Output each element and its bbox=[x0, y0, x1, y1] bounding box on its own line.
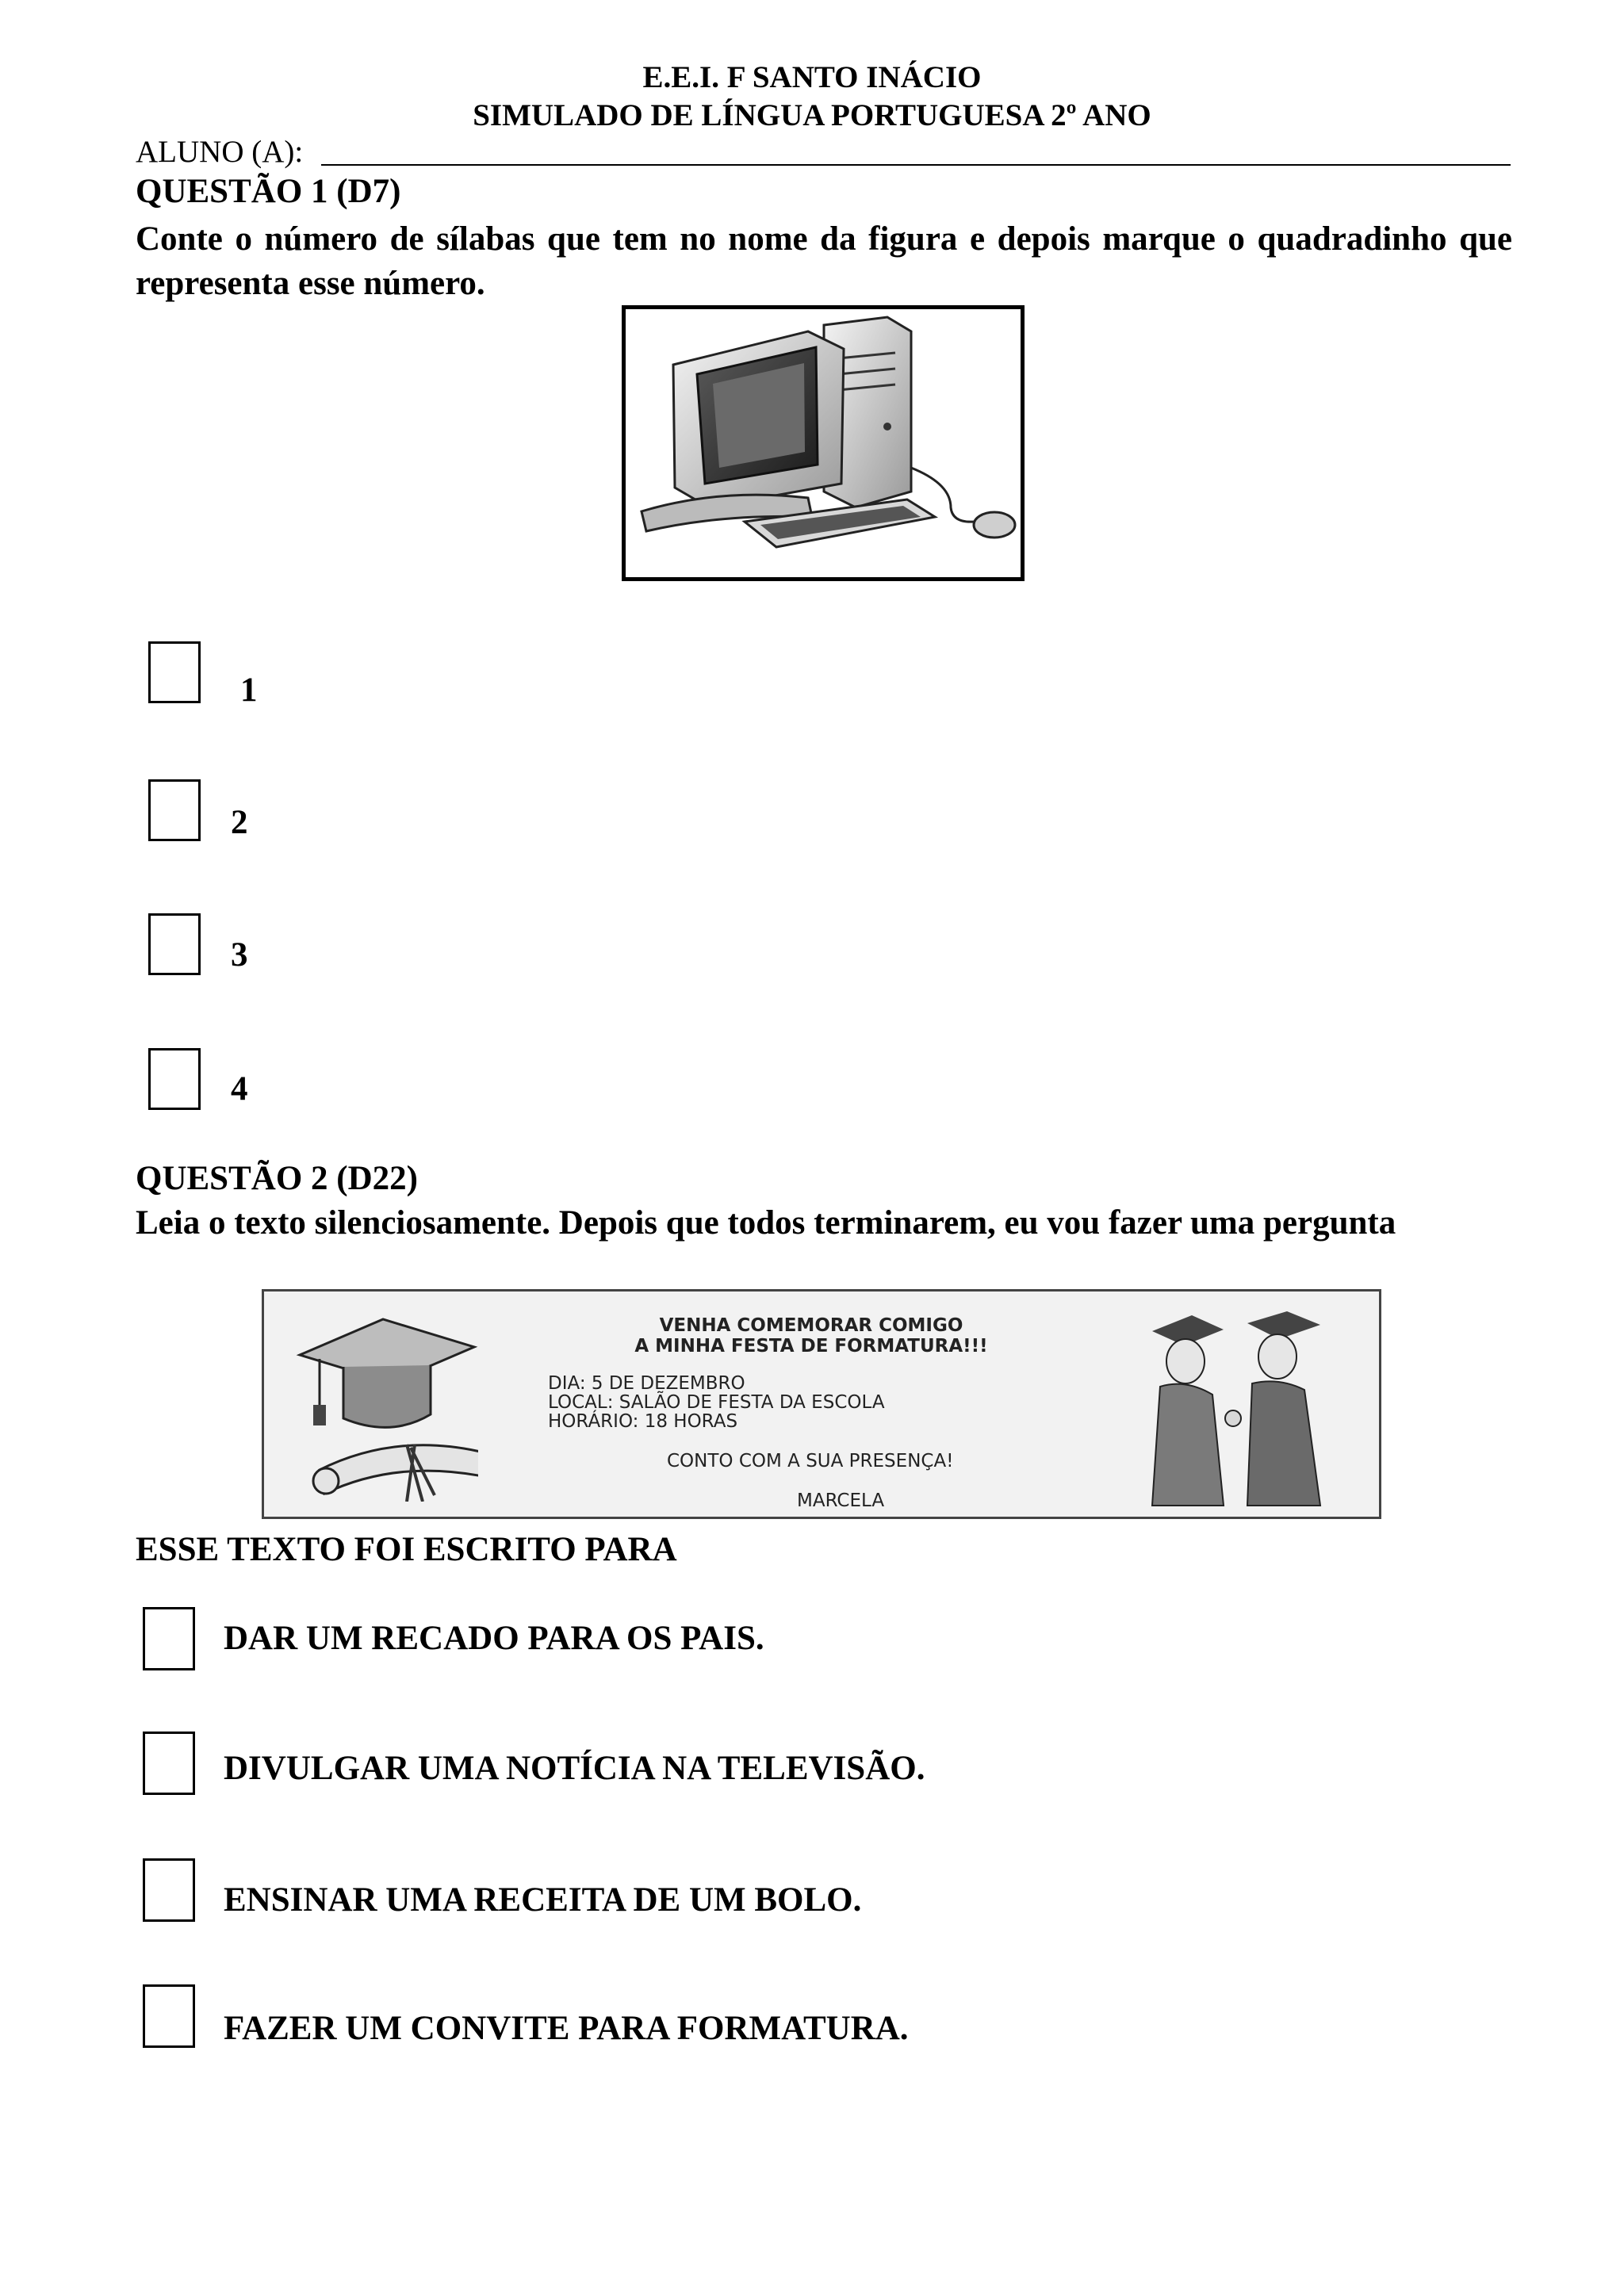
q2-option-box-3[interactable] bbox=[143, 1858, 195, 1922]
q1-option-box-1[interactable] bbox=[148, 641, 201, 703]
invitation-local: LOCAL: SALÃO DE FESTA DA ESCOLA bbox=[548, 1392, 885, 1413]
graduates-icon bbox=[1136, 1307, 1342, 1517]
question-2-question: ESSE TEXTO FOI ESCRITO PARA bbox=[136, 1531, 677, 1568]
computer-image bbox=[622, 305, 1025, 581]
q2-option-box-4[interactable] bbox=[143, 1984, 195, 2048]
q1-option-label-4: 4 bbox=[231, 1070, 248, 1108]
invitation-time: HORÁRIO: 18 HORAS bbox=[548, 1411, 738, 1432]
question-1-title: QUESTÃO 1 (D7) bbox=[136, 173, 401, 210]
exam-title: SIMULADO DE LÍNGUA PORTUGUESA 2º ANO bbox=[473, 98, 1151, 132]
q1-option-box-2[interactable] bbox=[148, 779, 201, 841]
q1-option-label-1: 1 bbox=[240, 672, 258, 709]
computer-icon bbox=[626, 309, 1021, 577]
q2-option-box-1[interactable] bbox=[143, 1607, 195, 1670]
q1-option-box-3[interactable] bbox=[148, 913, 201, 975]
q2-option-label-3: ENSINAR UMA RECEITA DE UM BOLO. bbox=[224, 1881, 862, 1919]
q2-option-label-4: FAZER UM CONVITE PARA FORMATURA. bbox=[224, 2010, 909, 2047]
graduation-cap-icon bbox=[296, 1311, 478, 1502]
question-1-prompt: Conte o número de sílabas que tem no nome da figura e depois marque o quadradinho que representa esse número. bbox=[136, 220, 1512, 302]
invitation-signature: MARCELA bbox=[797, 1490, 885, 1511]
q1-option-label-2: 2 bbox=[231, 804, 248, 841]
q1-option-label-3: 3 bbox=[231, 936, 248, 974]
invitation-heading-1: VENHA COMEMORAR COMIGO bbox=[659, 1315, 963, 1336]
invitation-heading-2: A MINHA FESTA DE FORMATURA!!! bbox=[634, 1336, 988, 1357]
question-2-title: QUESTÃO 2 (D22) bbox=[136, 1160, 418, 1197]
q2-option-label-1: DAR UM RECADO PARA OS PAIS. bbox=[224, 1620, 764, 1657]
invitation-image bbox=[262, 1289, 1381, 1519]
question-2-prompt: Leia o texto silenciosamente. Depois que todos terminarem, eu vou fazer uma pergunta bbox=[136, 1204, 1396, 1242]
q2-option-box-2[interactable] bbox=[143, 1732, 195, 1795]
q1-option-box-4[interactable] bbox=[148, 1048, 201, 1110]
q2-option-label-2: DIVULGAR UMA NOTÍCIA NA TELEVISÃO. bbox=[224, 1750, 925, 1787]
invitation-day: DIA: 5 DE DEZEMBRO bbox=[548, 1373, 745, 1394]
invitation-closing: CONTO COM A SUA PRESENÇA! bbox=[667, 1451, 954, 1471]
student-name-field[interactable] bbox=[321, 164, 1511, 166]
student-label: ALUNO (A): bbox=[136, 135, 304, 169]
school-name: E.E.I. F SANTO INÁCIO bbox=[642, 60, 982, 94]
